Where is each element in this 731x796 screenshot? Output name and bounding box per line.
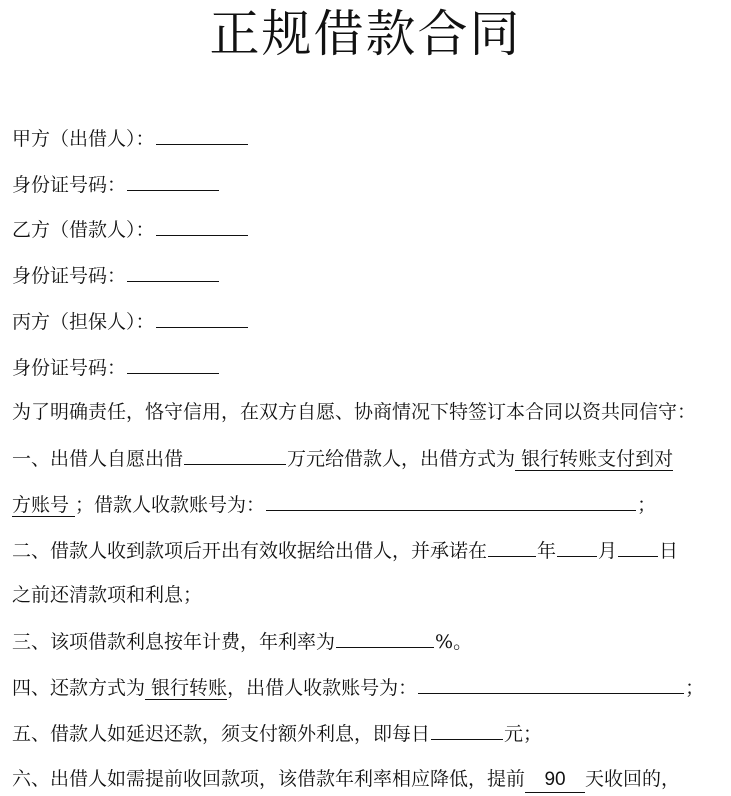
- borrower-id-row: [12, 263, 220, 288]
- lender-label: 甲方（出借人）：: [12, 128, 155, 150]
- clause-5-end: 元；: [504, 723, 543, 745]
- clause-5: [12, 721, 542, 746]
- annual-rate-field[interactable]: [336, 629, 434, 648]
- clause-1-line-1: [12, 446, 673, 471]
- borrower-label: 乙方（借款人）：: [12, 219, 155, 241]
- clause-6: [12, 767, 680, 793]
- clause-6-end: 天收回的，: [585, 768, 681, 790]
- loan-amount-field[interactable]: [184, 446, 286, 465]
- contract-title: 正规借款合同: [209, 5, 522, 63]
- clause-1-line-2: [12, 492, 656, 517]
- clause-4: [12, 675, 704, 700]
- clause-3-text: 三、该项借款利息按年计费，年利率为: [12, 631, 336, 653]
- clause-2-text: 二、借款人收到款项后开出有效收据给出借人，并承诺在: [12, 540, 488, 562]
- borrower-id-label: 身份证号码：: [12, 265, 127, 287]
- lender-account-field[interactable]: [418, 675, 684, 694]
- guarantor-id-field[interactable]: [127, 355, 219, 374]
- clause-1-text-c: ；借款人收款账号为：: [75, 494, 266, 516]
- early-recall-days-value: 90: [525, 768, 585, 793]
- borrower-name-field[interactable]: [156, 217, 248, 236]
- daily-interest-field[interactable]: [431, 721, 503, 740]
- borrower-id-field[interactable]: [127, 263, 219, 282]
- repay-day-field[interactable]: [618, 538, 658, 557]
- clause-3: [12, 629, 472, 654]
- guarantor-id-label: 身份证号码：: [12, 357, 127, 379]
- guarantor-name-field[interactable]: [156, 309, 248, 328]
- guarantor-label: 丙方（担保人）：: [12, 311, 155, 333]
- lender-id-field[interactable]: [127, 172, 219, 191]
- clause-5-text: 五、借款人如延迟还款，须支付额外利息，即每日: [12, 723, 431, 745]
- preamble: 为了明确责任，恪守信用，在双方自愿、协商情况下特签订本合同以资共同信守：: [12, 401, 697, 423]
- borrower-row: [12, 217, 249, 242]
- lending-method-value-a: 银行转账支付到对: [515, 448, 674, 470]
- clause-3-end: %。: [435, 631, 473, 653]
- guarantor-id-row: [12, 355, 220, 380]
- clause-4-text-a: 四、还款方式为: [12, 677, 146, 699]
- lender-row: [12, 126, 249, 151]
- clause-2-line-2: 之前还清款项和利息；: [12, 584, 203, 606]
- lender-name-field[interactable]: [156, 126, 248, 145]
- repay-year-field[interactable]: [488, 538, 536, 557]
- day-label: 日: [659, 540, 679, 562]
- clause-1-end: ；: [637, 494, 657, 516]
- clause-1-text-b: 万元给借款人，出借方式为: [287, 448, 516, 470]
- clause-2-line-1: [12, 538, 678, 563]
- month-label: 月: [598, 540, 618, 562]
- clause-1-text-a: 一、出借人自愿出借: [12, 448, 184, 470]
- year-label: 年: [537, 540, 557, 562]
- lender-id-row: [12, 172, 220, 197]
- repay-month-field[interactable]: [557, 538, 597, 557]
- repayment-method-value: 银行转账: [145, 677, 228, 699]
- clause-4-end: ；: [685, 677, 705, 699]
- clause-4-text-b: ，出借人收款账号为：: [227, 677, 418, 699]
- lender-id-label: 身份证号码：: [12, 174, 127, 196]
- guarantor-row: [12, 309, 249, 334]
- borrower-account-field[interactable]: [266, 492, 636, 511]
- clause-6-text: 六、出借人如需提前收回款项，该借款年利率相应降低，提前: [12, 768, 526, 790]
- lending-method-value-b: 方账号: [12, 494, 76, 516]
